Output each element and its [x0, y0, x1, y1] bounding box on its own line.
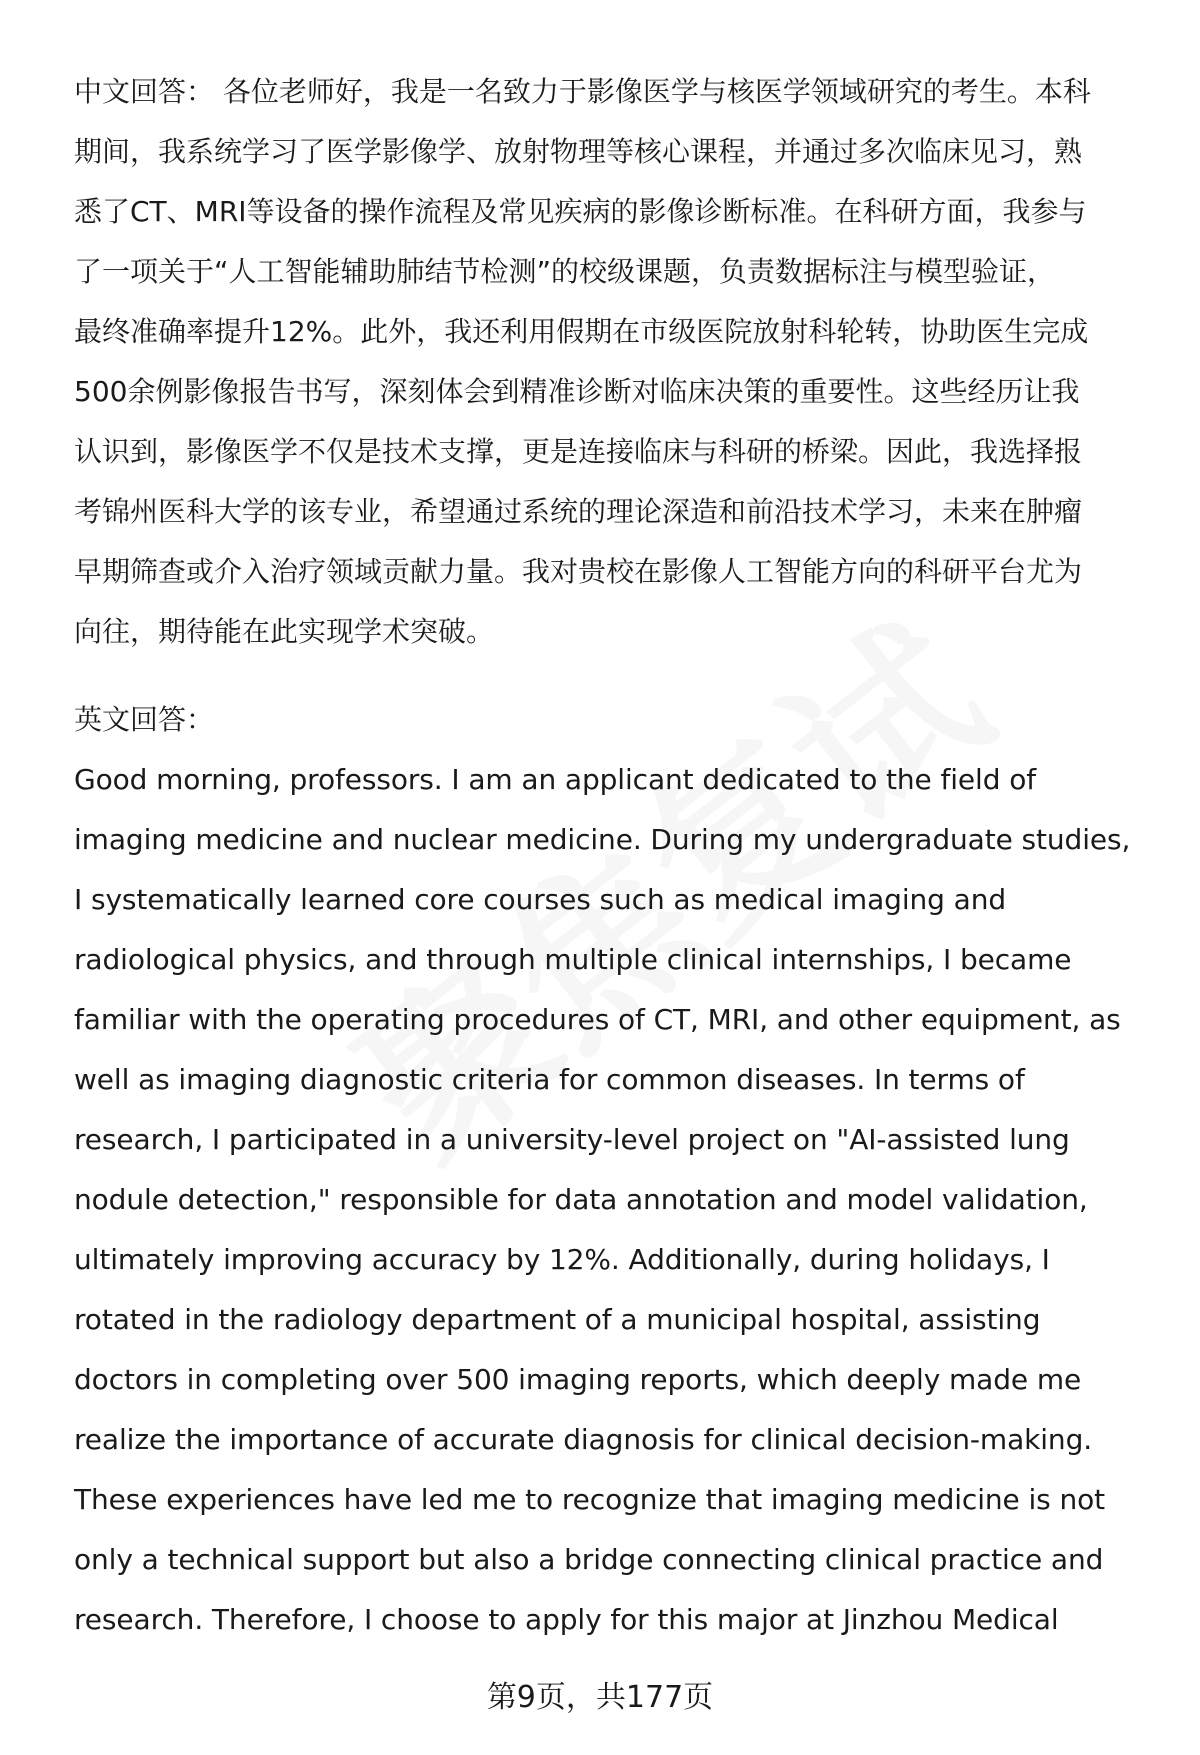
text-line: 最终准确率提升12%。此外，我还利用假期在市级医院放射科轮转，协助医生完成 [74, 315, 1089, 348]
text-line: Good morning, professors. I am an applicant dedicated to the field of [74, 763, 1036, 796]
chinese-answer [74, 62, 1154, 662]
text-line: 了一项关于“人工智能辅助肺结节检测”的校级课题，负责数据标注与模型验证， [74, 255, 1056, 288]
text-line: realize the importance of accurate diagnosis for clinical decision-making. [74, 1423, 1093, 1456]
text-line: well as imaging diagnostic criteria for common diseases. In terms of [74, 1063, 1025, 1096]
text-line: rotated in the radiology department of a municipal hospital, assisting [74, 1303, 1041, 1336]
english-answer [74, 690, 1154, 1650]
text-line: 中文回答： 各位老师好，我是一名致力于影像医学与核医学领域研究的考生。本科 [74, 75, 1091, 108]
text-line: I systematically learned core courses such as medical imaging and [74, 883, 1007, 916]
text-line: 认识到，影像医学不仅是技术支撑，更是连接临床与科研的桥梁。因此，我选择报 [74, 435, 1083, 468]
text-line: 500余例影像报告书写，深刻体会到精准诊断对临床决策的重要性。这些经历让我 [74, 375, 1080, 408]
text-line: imaging medicine and nuclear medicine. During my undergraduate studies, [74, 823, 1131, 856]
text-line: research. Therefore, I choose to apply for this major at Jinzhou Medical [74, 1603, 1059, 1636]
text-line: familiar with the operating procedures of CT, MRI, and other equipment, as [74, 1003, 1121, 1036]
text-line: doctors in completing over 500 imaging reports, which deeply made me [74, 1363, 1082, 1396]
text-line: radiological physics, and through multiple clinical internships, I became [74, 943, 1072, 976]
document-body [74, 62, 1154, 1650]
page-number-footer: 第9页，共177页 [486, 1680, 714, 1715]
paragraph-gap [74, 662, 1154, 690]
text-line: nodule detection," responsible for data annotation and model validation, [74, 1183, 1088, 1216]
text-line: 悉了CT、MRI等设备的操作流程及常见疾病的影像诊断标准。在科研方面，我参与 [74, 195, 1087, 228]
text-line: 期间，我系统学习了医学影像学、放射物理等核心课程，并通过多次临床见习，熟 [74, 135, 1083, 168]
text-line: 早期筛查或介入治疗领域贡献力量。我对贵校在影像人工智能方向的科研平台尤为 [74, 555, 1083, 588]
text-line: ultimately improving accuracy by 12%. Additionally, during holidays, I [74, 1243, 1050, 1276]
text-line: only a technical support but also a bridge connecting clinical practice and [74, 1543, 1104, 1576]
english-heading: 英文回答： [74, 703, 215, 736]
text-line: research, I participated in a university-level project on "AI-assisted lung [74, 1123, 1070, 1156]
text-line: 向往，期待能在此实现学术突破。 [74, 615, 495, 648]
text-line: 考锦州医科大学的该专业，希望通过系统的理论深造和前沿技术学习，未来在肿瘤 [74, 495, 1083, 528]
text-line: These experiences have led me to recognize that imaging medicine is not [74, 1483, 1106, 1516]
